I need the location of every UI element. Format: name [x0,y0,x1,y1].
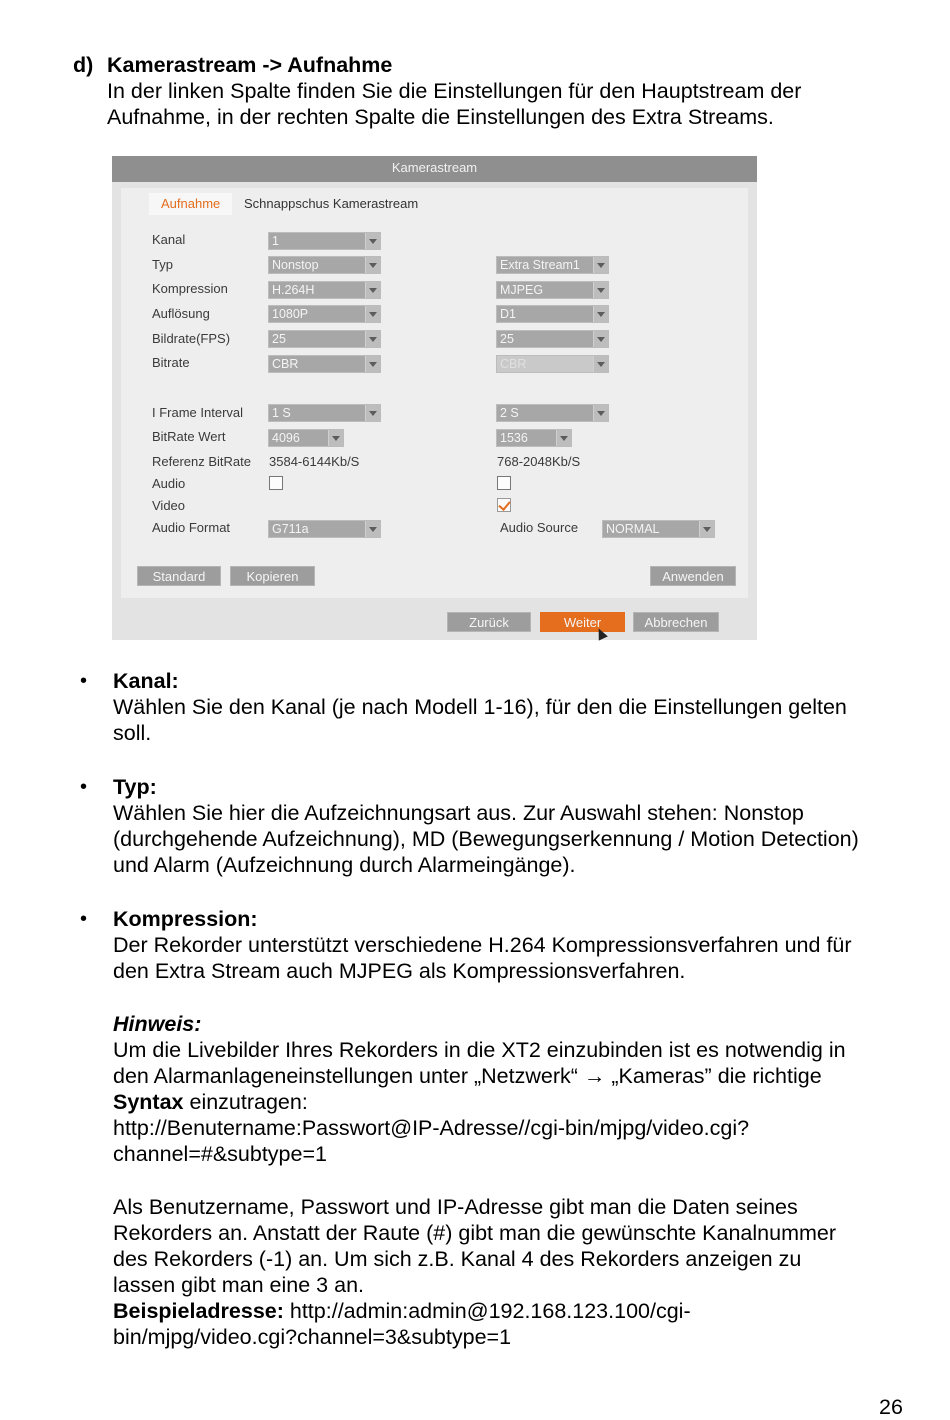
bullet-typ-line: und Alarm (Aufzeichnung durch Alarmeingänge). [113,853,576,877]
kopieren-button[interactable]: Kopieren [230,566,315,586]
iframe-select[interactable] [268,404,381,422]
url-template-line: channel=#&subtype=1 [113,1142,327,1166]
bullet-typ-line: (durchgehende Aufzeichnung), MD (Bewegungserkennung / Motion Detection) [113,827,859,851]
extra-aufloesung-select[interactable] [496,305,609,323]
chevron-down-icon [593,257,608,273]
extra-bitrate-value: CBR [500,357,527,371]
bitrate-wert-select[interactable] [268,429,344,447]
iframe-value: 1 S [272,406,291,420]
chevron-down-icon [593,306,608,322]
bildrate-value: 25 [272,332,286,346]
label-bitrate: Bitrate [152,355,190,370]
explanation-line: lassen gibt man eine 3 an. [113,1273,364,1297]
page-number: 26 [879,1395,903,1419]
bullet-kompression-line: den Extra Stream auch MJPEG als Kompressionsverfahren. [113,959,686,983]
tab-aufnahme[interactable]: Aufnahme [149,193,232,215]
extra-bitrate-wert-select[interactable] [496,429,572,447]
bullet-icon: • [80,776,88,798]
chevron-down-icon [699,521,714,537]
arrow-right-icon: → [583,1064,606,1088]
extra-bitrate-wert-value: 1536 [500,431,528,445]
beispiel-line-2: bin/mjpg/video.cgi?channel=3&subtype=1 [113,1325,512,1349]
label-aufloesung: Auflösung [152,306,210,321]
label-typ: Typ [152,257,173,272]
bullet-kompression-line: Der Rekorder unterstützt verschiedene H.264 Kompressionsverfahren und für [113,933,852,957]
label-iframe: I Frame Interval [152,405,244,420]
chevron-down-icon [365,356,380,372]
typ-value: Nonstop [272,258,319,272]
extra-referenz-bitrate-value: 768-2048Kb/S [497,454,581,469]
bullet-kanal-line: soll. [113,721,152,745]
chevron-down-icon [365,331,380,347]
label-video: Video [152,498,186,513]
extra-video-checkbox[interactable] [497,498,511,512]
explanation-line: des Rekorders (-1) an. Um sich z.B. Kanal 4 des Rekorders anzeigen zu [113,1247,802,1271]
bildrate-select[interactable] [268,330,381,348]
weiter-button[interactable]: Weiter [540,612,625,632]
chevron-down-icon [365,306,380,322]
explanation-line: Rekorders an. Anstatt der Raute (#) gibt man die gewünschte Kanalnummer [113,1221,837,1245]
audio-format-select[interactable] [268,520,381,538]
standard-button[interactable]: Standard [137,566,221,586]
beispiel-bold: Beispieladresse: [113,1299,284,1323]
kompression-value: H.264H [272,283,315,297]
bullet-typ-title: Typ: [113,775,157,799]
audio-checkbox[interactable] [269,476,283,490]
extra-iframe-value: 2 S [500,406,519,420]
label-audio-source: Audio Source [500,520,579,535]
beispiel-rest: http://admin:admin@192.168.123.100/cgi- [283,1299,691,1323]
extra-bitrate-select[interactable] [496,355,609,373]
label-bitrate-wert: BitRate Wert [152,429,226,444]
hinweis-line-2-end: „Kameras” die richtige [605,1064,822,1088]
label-bildrate: Bildrate(FPS) [152,331,231,346]
label-referenz-bitrate: Referenz BitRate [152,454,251,469]
syntax-bold: Syntax [113,1090,184,1114]
bullet-typ-line: Wählen Sie hier die Aufzeichnungsart aus. Zur Auswahl stehen: Nonstop [113,801,804,825]
extra-bildrate-value: 25 [500,332,514,346]
beispiel-line [113,1298,691,1324]
hinweis-syntax-line [113,1089,308,1115]
extra-bildrate-select[interactable] [496,330,609,348]
kompression-select[interactable] [268,281,381,299]
label-audio-format: Audio Format [152,520,231,535]
intro-line-2: Aufnahme, in der rechten Spalte die Einstellungen des Extra Streams. [107,105,774,129]
explanation-line: Als Benutzername, Passwort und IP-Adresse gibt man die Daten seines [113,1195,798,1219]
kanal-select[interactable] [268,232,381,250]
hinweis-line-2-start: den Alarmanlageneinstellungen unter „Netzwerk“ [113,1064,584,1088]
chevron-down-icon [365,405,380,421]
extra-typ-select[interactable] [496,256,609,274]
abbrechen-button[interactable]: Abbrechen [633,612,719,632]
chevron-down-icon [365,257,380,273]
chevron-down-icon [593,331,608,347]
typ-select[interactable] [268,256,381,274]
chevron-down-icon [328,430,343,446]
extra-kompression-select[interactable] [496,281,609,299]
syntax-rest: einzutragen: [183,1090,308,1114]
extra-aufloesung-value: D1 [500,307,516,321]
bullet-kanal-line: Wählen Sie den Kanal (je nach Modell 1-16), für den die Einstellungen gelten [113,695,847,719]
intro-line-1: In der linken Spalte finden Sie die Einstellungen für den Hauptstream der [107,79,802,103]
audio-source-value: NORMAL [606,522,660,536]
section-title: Kamerastream -> Aufnahme [107,53,393,77]
extra-audio-checkbox[interactable] [497,476,511,490]
bitrate-wert-value: 4096 [272,431,300,445]
audio-source-select[interactable] [602,520,715,538]
zurueck-button[interactable]: Zurück [447,612,531,632]
bullet-kanal-title: Kanal: [113,669,179,693]
tab-schnappschuss[interactable]: Schnappschus Kamerastream [244,196,419,211]
chevron-down-icon [593,282,608,298]
kamerastream-dialog [112,156,757,640]
audio-format-value: G711a [272,522,309,536]
chevron-down-icon [365,282,380,298]
hinweis-line-2 [113,1063,822,1089]
bullet-icon: • [80,908,88,930]
kanal-value: 1 [272,234,279,248]
hinweis-title: Hinweis: [113,1012,202,1036]
chevron-down-icon [365,233,380,249]
dialog-title: Kamerastream [112,156,757,182]
extra-iframe-select[interactable] [496,404,609,422]
chevron-down-icon [593,405,608,421]
label-kanal: Kanal [152,232,186,247]
extra-kompression-value: MJPEG [500,283,544,297]
bullet-kompression-title: Kompression: [113,907,258,931]
chevron-down-icon [365,521,380,537]
label-audio: Audio [152,476,186,491]
referenz-bitrate-value: 3584-6144Kb/S [269,454,360,469]
bitrate-select[interactable] [268,355,381,373]
hinweis-line-1: Um die Livebilder Ihres Rekorders in die XT2 einzubinden ist es notwendig in [113,1038,846,1062]
aufloesung-select[interactable] [268,305,381,323]
extra-typ-value: Extra Stream1 [500,258,580,272]
anwenden-button[interactable]: Anwenden [650,566,736,586]
chevron-down-icon [556,430,571,446]
bullet-icon: • [80,670,88,692]
label-kompression: Kompression [152,281,228,296]
bitrate-value: CBR [272,357,299,371]
aufloesung-value: 1080P [272,307,309,321]
chevron-down-icon [593,356,608,372]
section-marker: d) [73,53,94,77]
url-template-line: http://Benutername:Passwort@IP-Adresse//cgi-bin/mjpg/video.cgi? [113,1116,750,1140]
